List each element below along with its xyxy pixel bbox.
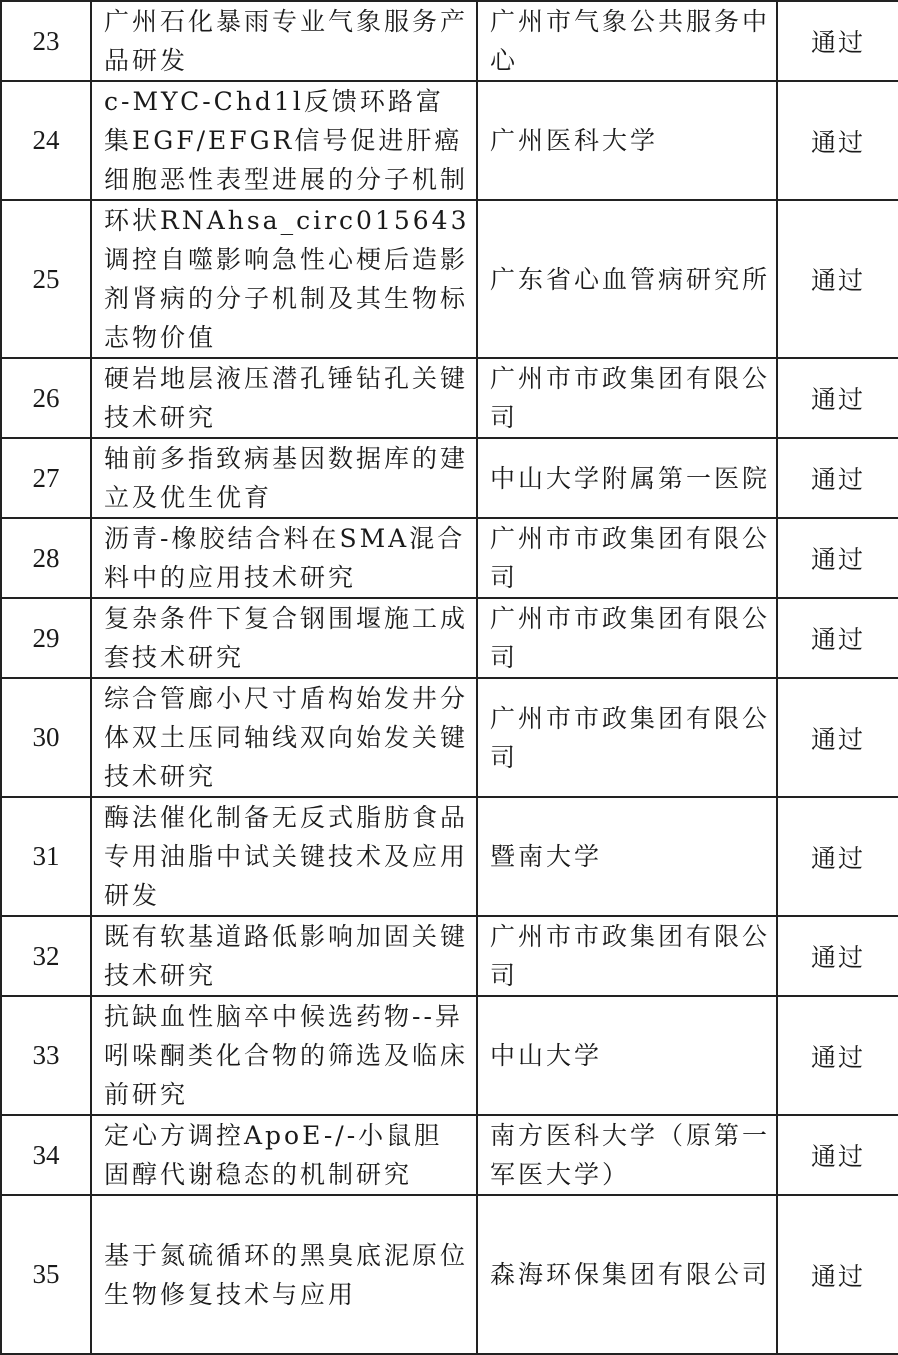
project-name: 硬岩地层液压潜孔锤钻孔关键技术研究 (91, 358, 477, 438)
project-name: 复杂条件下复合钢围堰施工成套技术研究 (91, 598, 477, 678)
project-name: 抗缺血性脑卒中候选药物--异吲哚酮类化合物的筛选及临床前研究 (91, 996, 477, 1115)
result: 通过 (777, 598, 898, 678)
result: 通过 (777, 438, 898, 518)
organization: 广州市气象公共服务中心 (477, 1, 777, 81)
organization: 广州市市政集团有限公司 (477, 598, 777, 678)
table-row (1, 1115, 898, 1195)
row-number: 29 (1, 598, 91, 678)
project-name: c-MYC-Chd1l反馈环路富集EGF/EFGR信号促进肝癌细胞恶性表型进展的分子机制 (91, 81, 477, 200)
result: 通过 (777, 797, 898, 916)
project-name: 既有软基道路低影响加固关键技术研究 (91, 916, 477, 996)
table-row (1, 1, 898, 81)
result: 通过 (777, 358, 898, 438)
table-row (1, 598, 898, 678)
organization: 中山大学 (477, 996, 777, 1115)
table-row (1, 358, 898, 438)
row-number: 26 (1, 358, 91, 438)
result: 通过 (777, 1115, 898, 1195)
organization: 南方医科大学（原第一军医大学） (477, 1115, 777, 1195)
table-row (1, 81, 898, 200)
row-number: 33 (1, 996, 91, 1115)
row-number: 35 (1, 1195, 91, 1354)
result: 通过 (777, 916, 898, 996)
table-row (1, 916, 898, 996)
project-name: 沥青-橡胶结合料在SMA混合料中的应用技术研究 (91, 518, 477, 598)
project-name: 广州石化暴雨专业气象服务产品研发 (91, 1, 477, 81)
organization: 中山大学附属第一医院 (477, 438, 777, 518)
project-name: 酶法催化制备无反式脂肪食品专用油脂中试关键技术及应用研发 (91, 797, 477, 916)
organization: 广州市市政集团有限公司 (477, 518, 777, 598)
organization: 森海环保集团有限公司 (477, 1195, 777, 1354)
row-number: 25 (1, 200, 91, 358)
table-row (1, 518, 898, 598)
row-number: 32 (1, 916, 91, 996)
row-number: 30 (1, 678, 91, 797)
project-name: 环状RNAhsa_circ015643调控自噬影响急性心梗后造影剂肾病的分子机制及其生物标志物价值 (91, 200, 477, 358)
row-number: 28 (1, 518, 91, 598)
result: 通过 (777, 1, 898, 81)
result: 通过 (777, 996, 898, 1115)
project-name: 定心方调控ApoE-/-小鼠胆固醇代谢稳态的机制研究 (91, 1115, 477, 1195)
result: 通过 (777, 81, 898, 200)
organization: 广州市市政集团有限公司 (477, 678, 777, 797)
row-number: 27 (1, 438, 91, 518)
table-row (1, 1195, 898, 1354)
result: 通过 (777, 200, 898, 358)
table-row (1, 200, 898, 358)
row-number: 34 (1, 1115, 91, 1195)
organization: 暨南大学 (477, 797, 777, 916)
result: 通过 (777, 1195, 898, 1354)
row-number: 24 (1, 81, 91, 200)
organization: 广东省心血管病研究所 (477, 200, 777, 358)
organization: 广州市市政集团有限公司 (477, 916, 777, 996)
project-name: 轴前多指致病基因数据库的建立及优生优育 (91, 438, 477, 518)
table-row (1, 996, 898, 1115)
row-number: 23 (1, 1, 91, 81)
table-row (1, 438, 898, 518)
row-number: 31 (1, 797, 91, 916)
result: 通过 (777, 678, 898, 797)
project-name: 基于氮硫循环的黑臭底泥原位生物修复技术与应用 (91, 1195, 477, 1354)
organization: 广州市市政集团有限公司 (477, 358, 777, 438)
project-name: 综合管廊小尺寸盾构始发井分体双土压同轴线双向始发关键技术研究 (91, 678, 477, 797)
table-row (1, 678, 898, 797)
organization: 广州医科大学 (477, 81, 777, 200)
table-row (1, 797, 898, 916)
result: 通过 (777, 518, 898, 598)
